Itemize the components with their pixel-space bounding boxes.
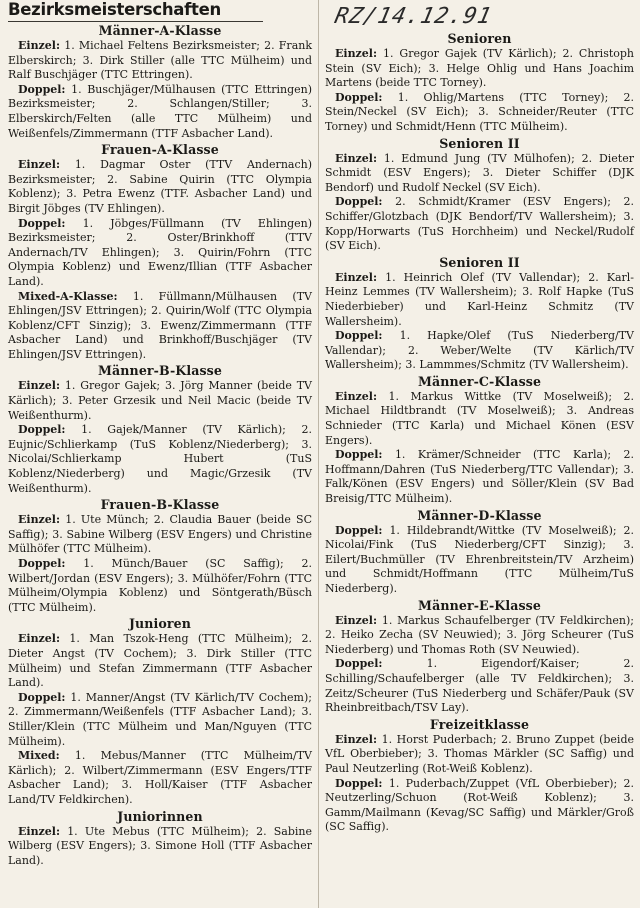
result-entry bbox=[325, 329, 634, 373]
entry-label: Einzel: bbox=[335, 613, 378, 627]
entry-label: Einzel: bbox=[18, 513, 61, 527]
entry-label: Doppel: bbox=[335, 90, 383, 104]
entry-label: Einzel: bbox=[18, 632, 61, 646]
entry-label: Doppel: bbox=[335, 329, 383, 343]
entry-text: 1. Markus Wittke (TV Moselweiß); 2. Michael Hildtbrandt (TV Moselweiß); 3. Andreas Schnieder (TTC Karla) und Michael Könen (ESV Engers). bbox=[325, 389, 635, 447]
result-entry bbox=[8, 825, 312, 869]
section-heading: Männer-E-Klasse bbox=[418, 597, 541, 613]
entry-text: 1. Gajek/Manner (TV Kärlich); 2. Eujnic/Schlierkamp (TuS Koblenz/Niederberg); 3. Nicolai/Schlierkamp Hubert (TuS Koblenz/Niederberg) und Magic/Grzesik (TV Weißenthurm). bbox=[8, 423, 313, 495]
result-entry bbox=[8, 158, 312, 216]
result-entry bbox=[325, 733, 634, 777]
entry-label: Doppel: bbox=[335, 523, 383, 537]
section-heading: Senioren II bbox=[439, 254, 520, 270]
result-entry bbox=[325, 152, 634, 196]
entry-label: Einzel: bbox=[18, 39, 61, 52]
masthead: Bezirksmeisterschaften bbox=[8, 0, 263, 22]
result-entry bbox=[325, 271, 634, 329]
entry-label: Einzel: bbox=[335, 389, 378, 403]
entry-text: 1. Michael Feltens Bezirksmeister; 2. Frank Elberskirch; 3. Dirk Stiller (alle TTC Mülheim) und Ralf Buschjäger (TTC Ettringen). bbox=[8, 39, 313, 82]
entry-text: 1. Krämer/Schneider (TTC Karla); 2. Hoffmann/Dahren (TuS Niederberg/TTC Vallendar); 3. Falk/Könen (ESV Engers) und Söller/Klein (SV Bad Breisig/TTC Mülheim). bbox=[325, 448, 634, 506]
entry-label: Einzel: bbox=[18, 158, 61, 172]
result-entry bbox=[325, 777, 634, 835]
entry-text: 1. Hapke/Olef (TuS Niederberg/TV Vallendar); 2. Weber/Welte (TV Kärlich/TV Wallersheim); 3. Lammmes/Schmitz (TV Wallersheim). bbox=[325, 329, 635, 372]
result-entry bbox=[8, 217, 312, 290]
result-entry bbox=[8, 557, 312, 615]
result-entry bbox=[325, 448, 634, 506]
result-entry bbox=[8, 379, 312, 423]
section-heading: Männer-C-Klasse bbox=[417, 373, 542, 389]
section-heading: Frauen-A-Klasse bbox=[101, 142, 219, 158]
right-column bbox=[318, 0, 640, 908]
entry-label: Mixed-A-Klasse: bbox=[18, 289, 118, 303]
entry-text: 1. Edmund Jung (TV Mülhofen); 2. Dieter Schmidt (ESV Engers); 3. Dieter Schiffer (DJK Bendorf) und Rudolf Neckel (SV Eich). bbox=[325, 151, 634, 194]
left-sections bbox=[8, 23, 312, 868]
section-heading: Männer-D-Klasse bbox=[417, 507, 542, 523]
entry-text: 1. Horst Puderbach; 2. Bruno Zuppet (beide VfL Oberbieber); 3. Thomas Märkler (SC Saffig) und Paul Neutzerling (Rot-Weiß Koblenz). bbox=[325, 732, 634, 775]
entry-text: 1. Buschjäger/Mülhausen (TTC Ettringen) Bezirksmeister; 2. Schlangen/Stiller; 3. Elberskirch/Felten (alle TTC Mülheim) und Weißenfels/Zimmermann (TTF Asbacher Land). bbox=[8, 82, 313, 140]
entry-label: Einzel: bbox=[335, 151, 378, 165]
entry-label: Einzel: bbox=[335, 732, 378, 746]
entry-text: 1. Ute Münch; 2. Claudia Bauer (beide SC Saffig); 3. Sabine Wilberg (ESV Engers) und Christine Mülhöfer (TTC Mülheim). bbox=[8, 513, 312, 556]
entry-label: Doppel: bbox=[18, 216, 66, 230]
entry-text: 1. Manner/Angst (TV Kärlich/TV Cochem); 2. Zimmermann/Weißenfels (TTF Asbacher Land); 3. Stiller/Klein (TTC Mülheim und Man/Nguyen (TTC Mülheim). bbox=[8, 690, 312, 748]
entry-text: 1. Heinrich Olef (TV Vallendar); 2. Karl-Heinz Lemmes (TV Wallersheim); 3. Rolf Hapke (TuS Niederbieber) und Karl-Heinz Schmitz (TV Wallersheim). bbox=[325, 270, 634, 328]
entry-label: Einzel: bbox=[335, 47, 378, 60]
section-heading: Juniorinnen bbox=[117, 808, 203, 824]
entry-label: Einzel: bbox=[335, 270, 378, 284]
section-heading: Freizeitklasse bbox=[429, 716, 530, 732]
result-entry bbox=[325, 614, 634, 658]
entry-text: 1. Ohlig/Martens (TTC Torney); 2. Stein/Neckel (SV Eich); 3. Schneider/Reuter (TTC Torney) und Schmidt/Henn (TTC Mülheim). bbox=[325, 90, 635, 133]
result-entry bbox=[8, 632, 312, 690]
result-entry bbox=[8, 691, 312, 749]
entry-label: Einzel: bbox=[18, 824, 61, 838]
section-heading: Junioren bbox=[128, 616, 192, 632]
result-entry bbox=[325, 47, 634, 91]
result-entry bbox=[8, 513, 312, 557]
entry-label: Doppel: bbox=[335, 657, 383, 671]
entry-text: 1. Mebus/Manner (TTC Mülheim/TV Kärlich); 2. Wilbert/Zimmermann (ESV Engers/TTF Asbacher Land); 3. Holl/Kaiser (TTF Asbacher Land/TV Feldkirchen). bbox=[8, 749, 312, 806]
entry-label: Doppel: bbox=[18, 690, 66, 704]
handwritten-date: RZ/14.12.91 bbox=[332, 4, 495, 29]
entry-label: Doppel: bbox=[18, 82, 66, 96]
right-sections bbox=[325, 31, 634, 835]
entry-text: 1. Münch/Bauer (SC Saffig); 2. Wilbert/Jordan (ESV Engers); 3. Mülhöfer/Fohrn (TTC Mülheim/Olympia Koblenz) und Söntgerath/Büsch (TTC Mülheim). bbox=[8, 557, 312, 614]
result-entry bbox=[325, 91, 634, 135]
result-entry bbox=[325, 390, 634, 448]
result-entry bbox=[325, 657, 634, 715]
entry-text: 1. Ute Mebus (TTC Mülheim); 2. Sabine Wilberg (ESV Engers); 3. Simone Holl (TTF Asbacher Land). bbox=[8, 824, 312, 867]
entry-text: 1. Jöbges/Füllmann (TV Ehlingen) Bezirksmeister; 2. Oster/Brinkhoff (TTV Andernach/TV Ehlingen); 3. Quirin/Fohrn (TTC Olympia Koblenz) und Ewenz/Illian (TTF Asbacher Land). bbox=[8, 216, 313, 288]
entry-label: Doppel: bbox=[335, 776, 383, 790]
result-entry bbox=[8, 83, 312, 141]
entry-text: 1. Füllmann/Mülhausen (TV Ehlingen/JSV Ettringen); 2. Quirin/Wolf (TTC Olympia Koblenz/CFT Sinzig); 3. Ewenz/Zimmermann (TTF Asbacher Land) und Brinkhoff/Buschjäger (TV Ehlingen/JSV Ettringen). bbox=[8, 289, 312, 361]
entry-label: Doppel: bbox=[335, 448, 383, 462]
entry-text: 1. Man Tszok-Heng (TTC Mülheim); 2. Dieter Angst (TV Cochem); 3. Dirk Stiller (TTC Mülheim) und Stefan Zimmermann (TTF Asbacher Land). bbox=[8, 632, 312, 690]
entry-text: 1. Dagmar Oster (TTV Andernach) Bezirksmeister; 2. Sabine Quirin (TTC Olympia Koblenz); 3. Petra Ewenz (TTF. Asbacher Land) und Birgit Jöbges (TV Ehlingen). bbox=[8, 158, 312, 215]
result-entry bbox=[8, 290, 312, 363]
entry-label: Einzel: bbox=[18, 379, 61, 393]
section-heading: Frauen-B-Klasse bbox=[100, 497, 220, 513]
section-heading: Senioren II bbox=[439, 135, 520, 151]
entry-label: Doppel: bbox=[18, 423, 66, 437]
result-entry bbox=[325, 524, 634, 597]
section-heading: Männer-A-Klasse bbox=[98, 23, 222, 38]
section-heading: Senioren bbox=[447, 31, 512, 46]
entry-text: 1. Hildebrandt/Wittke (TV Moselweiß); 2. Nicolai/Fink (TuS Niederberg/CFT Sinzig); 3. Eilert/Buchmüller (TV Ehrenbreitstein/TV Arzheim) und Schmidt/Hoffmann (TTC Mülheim/TuS Niederberg). bbox=[325, 523, 634, 595]
entry-text: 1. Markus Schaufelberger (TV Feldkirchen); 2. Heiko Zecha (SV Neuwied); 3. Jörg Scheurer (TuS Niederberg) und Thomas Roth (SV Neuwied). bbox=[325, 613, 634, 656]
section-heading: Männer-B-Klasse bbox=[98, 363, 222, 379]
result-entry bbox=[8, 423, 312, 496]
entry-label: Mixed: bbox=[18, 749, 60, 763]
entry-text: 2. Schmidt/Kramer (ESV Engers); 2. Schiffer/Glotzbach (DJK Bendorf/TV Wallersheim); 3. Kopp/Horwarts (TuS Horchheim) und Neckel/Rudolf (SV Eich). bbox=[325, 195, 634, 253]
result-entry bbox=[325, 195, 634, 253]
entry-text: 1. Gregor Gajek; 3. Jörg Manner (beide TV Kärlich); 3. Peter Grzesik und Neil Macic (beide TV Weißenthurm). bbox=[8, 379, 312, 422]
result-entry bbox=[8, 749, 312, 807]
entry-text: 1. Gregor Gajek (TV Kärlich); 2. Christoph Stein (SV Eich); 3. Helge Ohlig und Hans Joachim Martens (beide TTC Torney). bbox=[325, 47, 635, 90]
result-entry bbox=[8, 39, 312, 83]
entry-label: Doppel: bbox=[18, 557, 66, 570]
left-column bbox=[0, 0, 318, 908]
entry-text: 1. Eigendorf/Kaiser; 2. Schilling/Schaufelberger (alle TV Feldkirchen); 3. Zeitz/Scheurer (TuS Niederberg und Schäfer/Pauk (SV Rheinbreitbach/TSV Lay). bbox=[325, 657, 635, 715]
entry-text: 1. Puderbach/Zuppet (VfL Oberbieber); 2. Neutzerling/Schuon (Rot-Weiß Koblenz); 3. Gamm/Mailmann (Kevag/SC Saffig) und Märkler/Groß (SC Saffig). bbox=[325, 776, 634, 834]
entry-label: Doppel: bbox=[335, 195, 383, 209]
